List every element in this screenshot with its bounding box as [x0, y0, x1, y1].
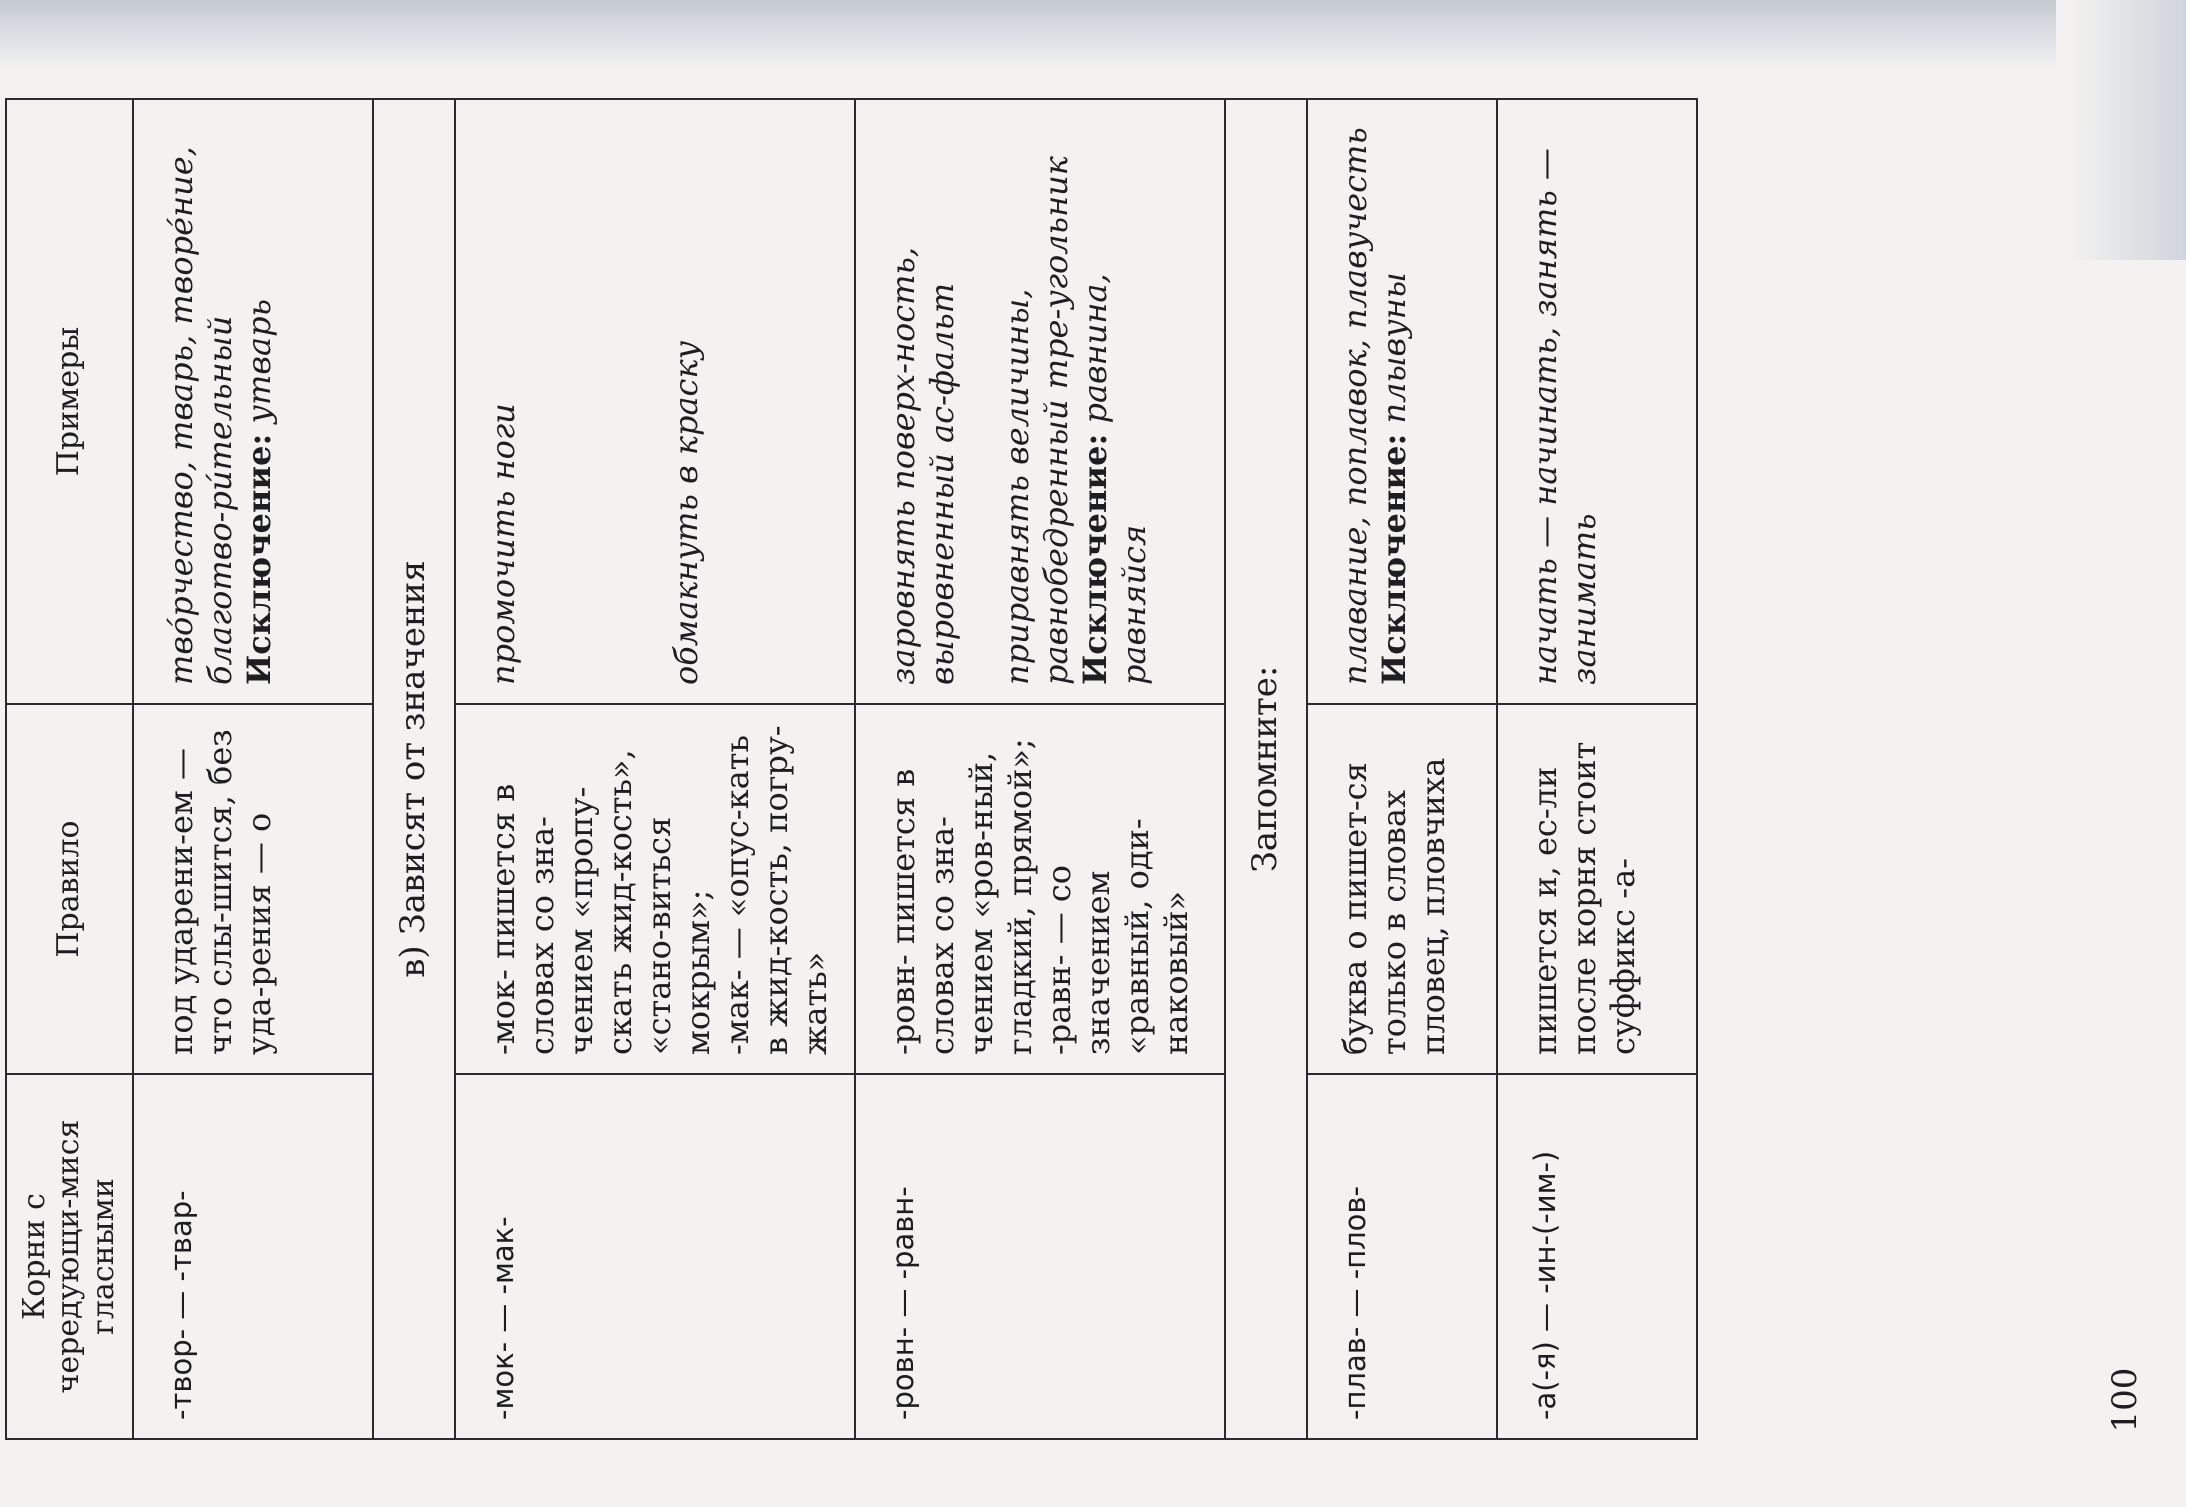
header-rule: Правило: [6, 704, 133, 1074]
rule-cell: [855, 704, 1225, 1074]
exception-text: утварь: [240, 299, 279, 424]
examples-cell: начать — начинать, занять — занимать: [1497, 99, 1697, 704]
table-row: [455, 99, 855, 1439]
root-cell: -а(-я) — -ин-(-им-): [1497, 1074, 1697, 1439]
examples-text: плавание, поплавок, плавучесть: [1336, 127, 1374, 685]
rule-part-2: -мак- — «опус-кать в жид-кость, погру-жать»: [718, 725, 835, 1055]
section-row: [373, 99, 455, 1439]
rule-part-1: -мок- пишется в словах со зна-чением «пропу-скать жид-кость», «стано-виться мокрым»;: [484, 749, 718, 1055]
rule-cell: пишется и, ес-ли после корня стоит суффикс -а-: [1497, 704, 1697, 1074]
examples-cell: [1307, 99, 1497, 704]
examples-text: тво́рчество, тварь, творе́ние, благотво-ри́тельный: [162, 146, 240, 685]
rule-cell: под ударени-ем — что слы-шится, без уда-рения — о: [133, 704, 373, 1074]
section-title: в) Зависят от значения: [373, 99, 455, 1439]
header-examples: Примеры: [6, 99, 133, 704]
example-2: приравнять величины, равнобедренный тре-угольник: [998, 156, 1076, 685]
example-1: промочить ноги: [484, 403, 522, 685]
rule-cell: [455, 704, 855, 1074]
exception-label: Исключение:: [240, 433, 279, 685]
alternating-vowels-table: [5, 98, 1698, 1440]
section-row: [1225, 99, 1307, 1439]
example-1: заровнять поверх-ность, выровненный ас-фальт: [884, 246, 962, 685]
rotated-table-container: [5, 100, 2060, 1440]
scan-shadow: [0, 0, 2186, 70]
root-cell: -плав- — -плов-: [1307, 1074, 1497, 1439]
examples-cell: [855, 99, 1225, 704]
examples-cell: [455, 99, 855, 704]
exception-label: Исключение:: [1375, 433, 1414, 685]
table-header-row: [6, 99, 133, 1439]
root-cell: -мок- — -мак-: [455, 1074, 855, 1439]
exception-label: Исключение:: [1076, 433, 1115, 685]
exception-text: плывуны: [1375, 272, 1414, 424]
header-roots: Корни с чередующи-мися гласными: [6, 1074, 133, 1439]
rule-part-2: -равн- — со значением «равный, оди-наковый»: [1040, 818, 1196, 1055]
table-row: [1497, 99, 1697, 1439]
exception-text: равнина, равняйся: [1076, 273, 1154, 685]
section-title: Запомните:: [1225, 99, 1307, 1439]
examples-cell: [133, 99, 373, 704]
root-cell: -ровн- — -равн-: [855, 1074, 1225, 1439]
table-row: [1307, 99, 1497, 1439]
example-2: обмакнуть в краску: [667, 340, 706, 685]
root-cell: -твор- — -твар-: [133, 1074, 373, 1439]
table-row: [855, 99, 1225, 1439]
rule-part-1: -ровн- пишется в словах со зна-чением «ров-ный, гладкий, прямой»;: [884, 738, 1040, 1055]
rule-cell: буква о пишет-ся только в словах пловец, пловчиха: [1307, 704, 1497, 1074]
page-number: 100: [2105, 1367, 2145, 1433]
table-row: [133, 99, 373, 1439]
